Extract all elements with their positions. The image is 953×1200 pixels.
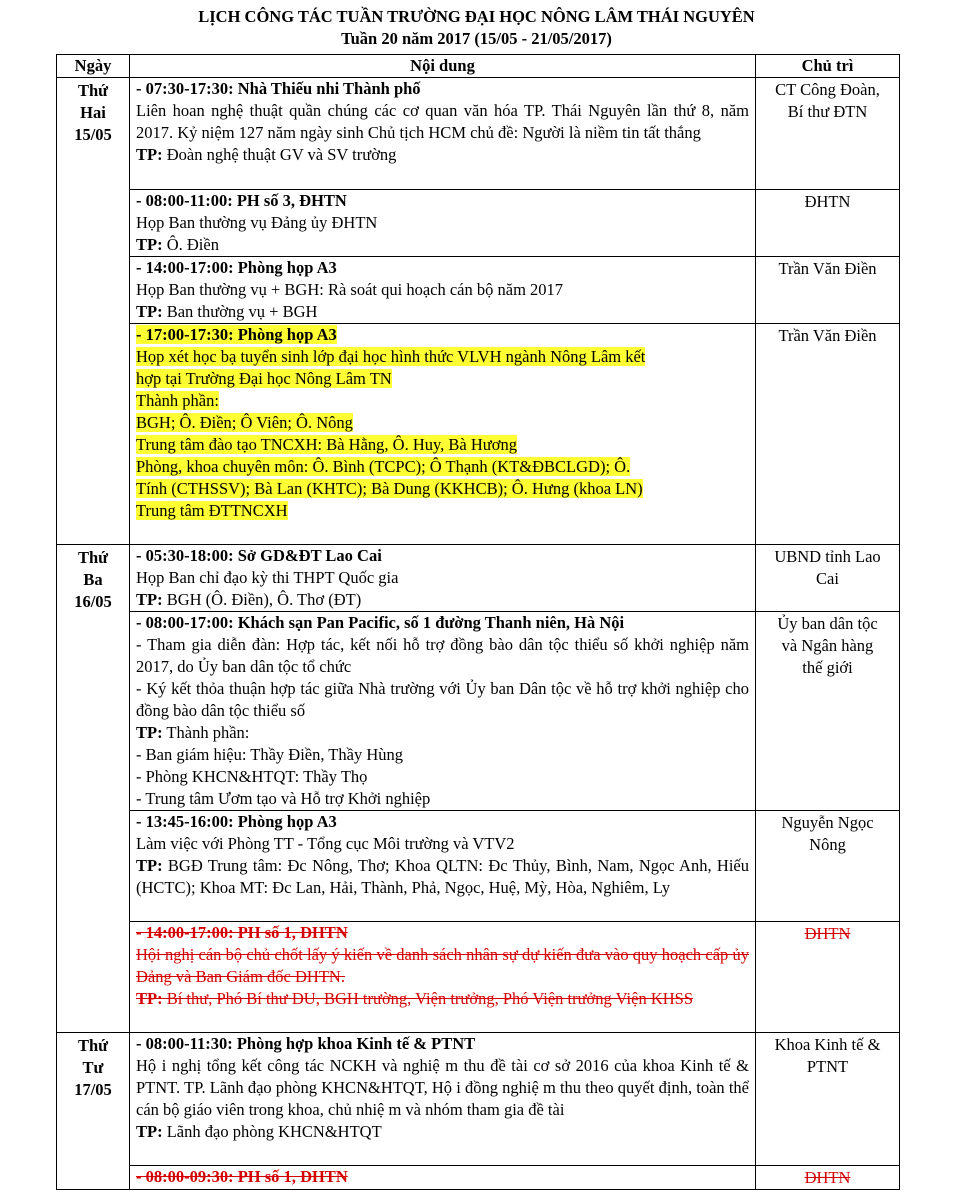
tp-value: BGH (Ô. Điền), Ô. Thơ (ĐT) — [162, 590, 362, 609]
event-participants — [136, 722, 749, 744]
event-participants — [136, 855, 749, 899]
event-line — [136, 368, 749, 390]
event-line — [136, 500, 749, 522]
tp-value: Lãnh đạo phòng KHCN&HTQT — [162, 1122, 382, 1141]
tp-value: Ô. Điền — [162, 235, 219, 254]
event-participants — [136, 301, 749, 323]
event-description: Làm việc với Phòng TT - Tổng cục Môi trường và VTV2 — [136, 834, 515, 853]
event-chair — [756, 612, 900, 811]
tp-value: Ban thường vụ + BGH — [162, 302, 318, 321]
day-label: Thứ — [77, 81, 109, 100]
day-cell-monday — [57, 78, 130, 545]
event-line — [136, 434, 749, 456]
event-heading: - 08:00-11:30: Phòng hợp khoa Kinh tế & PTNT — [136, 1034, 476, 1053]
event-line — [136, 346, 749, 368]
day-label: Thứ — [77, 1036, 109, 1055]
table-row — [57, 922, 900, 1033]
event-line — [136, 390, 749, 412]
tp-label: TP: — [136, 145, 163, 164]
tp-value: Đoàn nghệ thuật GV và SV trường — [162, 145, 397, 164]
participant-item: - Phòng KHCN&HTQT: Thầy Thọ — [136, 767, 368, 786]
day-cell-wednesday — [57, 1033, 130, 1190]
chair-line: Nông — [809, 835, 846, 854]
page-title: LỊCH CÔNG TÁC TUẦN TRƯỜNG ĐẠI HỌC NÔNG LÂM THÁI NGUYÊN — [198, 7, 755, 26]
chair-line: Cai — [816, 569, 839, 588]
event-description: - Ký kết thỏa thuận hợp tác giữa Nhà trường với Ủy ban Dân tộc về hỗ trợ khởi nghiệp cho đồng bào dân tộc thiểu số — [136, 679, 749, 720]
event-heading: - 08:00-09:30: PH số 1, ĐHTN — [136, 1167, 348, 1186]
highlighted-text: Phòng, khoa chuyên môn: Ô. Bình (TCPC); Ô Thạnh (KT&ĐBCLGD); Ô. — [136, 457, 631, 476]
event-chair — [756, 1033, 900, 1166]
event-line — [136, 456, 749, 478]
event-chair: ĐHTN — [756, 190, 900, 257]
event-participants — [136, 144, 749, 166]
event-chair — [756, 811, 900, 922]
day-cell-tuesday — [57, 545, 130, 1033]
table-row — [57, 78, 900, 190]
event-description: Liên hoan nghệ thuật quần chúng các cơ quan văn hóa TP. Thái Nguyên lần thứ 8, năm 2017. Kỷ niệm 127 năm ngày sinh Chủ tịch HCM chủ đề: Người là niềm tin tất thắng — [136, 101, 749, 142]
table-row — [57, 545, 900, 612]
day-date: 17/05 — [74, 1080, 112, 1099]
day-label: Tư — [82, 1058, 104, 1077]
chair-line: Bí thư ĐTN — [787, 102, 868, 121]
chair-line: thế giới — [802, 658, 853, 677]
table-row — [57, 324, 900, 545]
tp-value: Thành phần: — [162, 723, 250, 742]
chair-line: UBND tỉnh Lao — [774, 547, 881, 566]
highlighted-text: Tính (CTHSSV); Bà Lan (KHTC); Bà Dung (KKHCB); Ô. Hưng (khoa LN) — [136, 479, 643, 498]
event-chair — [756, 78, 900, 190]
event-content-cancelled — [130, 922, 756, 1033]
table-header-row — [57, 55, 900, 78]
day-date: 16/05 — [74, 592, 112, 611]
event-chair: Trần Văn Điền — [756, 324, 900, 545]
table-row — [57, 257, 900, 324]
event-content — [130, 612, 756, 811]
tp-label: TP: — [136, 723, 163, 742]
event-heading: - 08:00-17:00: Khách sạn Pan Pacific, số 1 đường Thanh niên, Hà Nội — [136, 613, 625, 632]
table-row — [57, 1033, 900, 1166]
event-content — [130, 324, 756, 545]
tp-label: TP: — [136, 989, 163, 1008]
event-content — [130, 545, 756, 612]
event-chair: Trần Văn Điền — [756, 257, 900, 324]
event-content — [130, 78, 756, 190]
highlighted-text: BGH; Ô. Điền; Ô Viên; Ô. Nông — [136, 413, 353, 432]
event-description: Hộ i nghị tổng kết công tác NCKH và nghiệ m thu đề tài cơ sở 2016 của khoa Kinh tế & PTNT. TP. Lãnh đạo phòng KHCN&HTQT, Hộ i đồng nghiệ m thu theo quyết định, toàn thể cán bộ giáo viên trong khoa, chủ nhiệ m và nhóm tham gia đề tài — [136, 1056, 749, 1119]
event-participants — [136, 988, 749, 1010]
event-description: Họp Ban thường vụ + BGH: Rà soát qui hoạch cán bộ năm 2017 — [136, 280, 564, 299]
highlighted-text: Trung tâm đào tạo TNCXH: Bà Hằng, Ô. Huy, Bà Hương — [136, 435, 517, 454]
day-date: 15/05 — [74, 125, 112, 144]
highlighted-text: Họp xét học bạ tuyển sinh lớp đại học hình thức VLVH ngành Nông Lâm kết — [136, 347, 646, 366]
participant-item: - Ban giám hiệu: Thầy Điền, Thầy Hùng — [136, 745, 404, 764]
highlighted-text: hợp tại Trường Đại học Nông Lâm TN — [136, 369, 392, 388]
schedule-table — [56, 54, 900, 1190]
chair-line: CT Công Đoàn, — [775, 80, 880, 99]
table-row — [57, 612, 900, 811]
event-content — [130, 811, 756, 922]
event-line — [136, 478, 749, 500]
event-heading: - 05:30-18:00: Sở GD&ĐT Lao Cai — [136, 546, 382, 565]
event-participants — [136, 589, 749, 611]
event-heading: - 14:00-17:00: PH số 1, ĐHTN — [136, 923, 348, 942]
event-heading: - 07:30-17:30: Nhà Thiếu nhi Thành phố — [136, 79, 421, 98]
chair-line: Nguyễn Ngọc — [781, 813, 874, 832]
chair-line: và Ngân hàng — [781, 636, 874, 655]
event-description: - Tham gia diễn đàn: Hợp tác, kết nối hỗ trợ đồng bào dân tộc thiểu số khởi nghiệp năm 2017, do Ủy ban dân tộc tổ chức — [136, 635, 749, 676]
event-heading — [136, 324, 749, 346]
event-chair: ĐHTN — [756, 1166, 900, 1190]
day-label: Thứ — [77, 548, 109, 567]
highlighted-text: - 17:00-17:30: Phòng họp A3 — [136, 325, 337, 344]
table-row — [57, 1166, 900, 1190]
page-subtitle: Tuần 20 năm 2017 (15/05 - 21/05/2017) — [341, 29, 612, 48]
tp-value: BGĐ Trung tâm: Đc Nông, Thơ; Khoa QLTN: Đc Thủy, Bình, Nam, Ngọc Anh, Hiếu (HCTC); Khoa MT: Đc Lan, Hải, Thành, Phả, Ngọc, Huệ, Mỳ, Hòa, Nghiêm, Ly — [136, 856, 749, 897]
day-label: Ba — [83, 570, 103, 589]
participant-item: - Trung tâm Ươm tạo và Hỗ trợ Khởi nghiệp — [136, 789, 431, 808]
tp-label: TP: — [136, 590, 163, 609]
tp-label: TP: — [136, 235, 163, 254]
tp-label: TP: — [136, 856, 163, 875]
chair-line: Ủy ban dân tộc — [777, 614, 878, 633]
event-description: Họp Ban thường vụ Đảng ủy ĐHTN — [136, 213, 378, 232]
col-header-content: Nội dung — [130, 55, 756, 78]
col-header-day: Ngày — [57, 55, 130, 78]
chair-line: Khoa Kinh tế & — [774, 1035, 881, 1054]
table-row — [57, 190, 900, 257]
event-heading: - 08:00-11:00: PH số 3, ĐHTN — [136, 191, 347, 210]
event-description: Họp Ban chỉ đạo kỳ thi THPT Quốc gia — [136, 568, 399, 587]
event-heading: - 14:00-17:00: Phòng họp A3 — [136, 258, 337, 277]
event-content — [130, 1033, 756, 1166]
tp-label: TP: — [136, 1122, 163, 1141]
event-description: Hội nghị cán bộ chủ chốt lấy ý kiến về danh sách nhân sự dự kiến đưa vào quy hoạch cấp ủy Đảng và Ban Giám đốc ĐHTN. — [136, 945, 749, 986]
highlighted-text: Trung tâm ĐTTNCXH — [136, 501, 288, 520]
highlighted-text: Thành phần: — [136, 391, 219, 410]
event-line — [136, 412, 749, 434]
event-heading: - 13:45-16:00: Phòng họp A3 — [136, 812, 337, 831]
tp-label: TP: — [136, 302, 163, 321]
col-header-chair: Chủ trì — [756, 55, 900, 78]
table-row — [57, 811, 900, 922]
event-participants — [136, 234, 749, 256]
event-participants — [136, 1121, 749, 1143]
event-chair: ĐHTN — [756, 922, 900, 1033]
chair-line: PTNT — [806, 1057, 849, 1076]
event-content-cancelled — [130, 1166, 756, 1190]
event-content — [130, 190, 756, 257]
tp-value: Bí thư, Phó Bí thư ĐU, BGH trường, Viện trưởng, Phó Viện trưởng Viện KHSS — [162, 989, 694, 1008]
event-chair — [756, 545, 900, 612]
day-label: Hai — [80, 103, 106, 122]
event-content — [130, 257, 756, 324]
